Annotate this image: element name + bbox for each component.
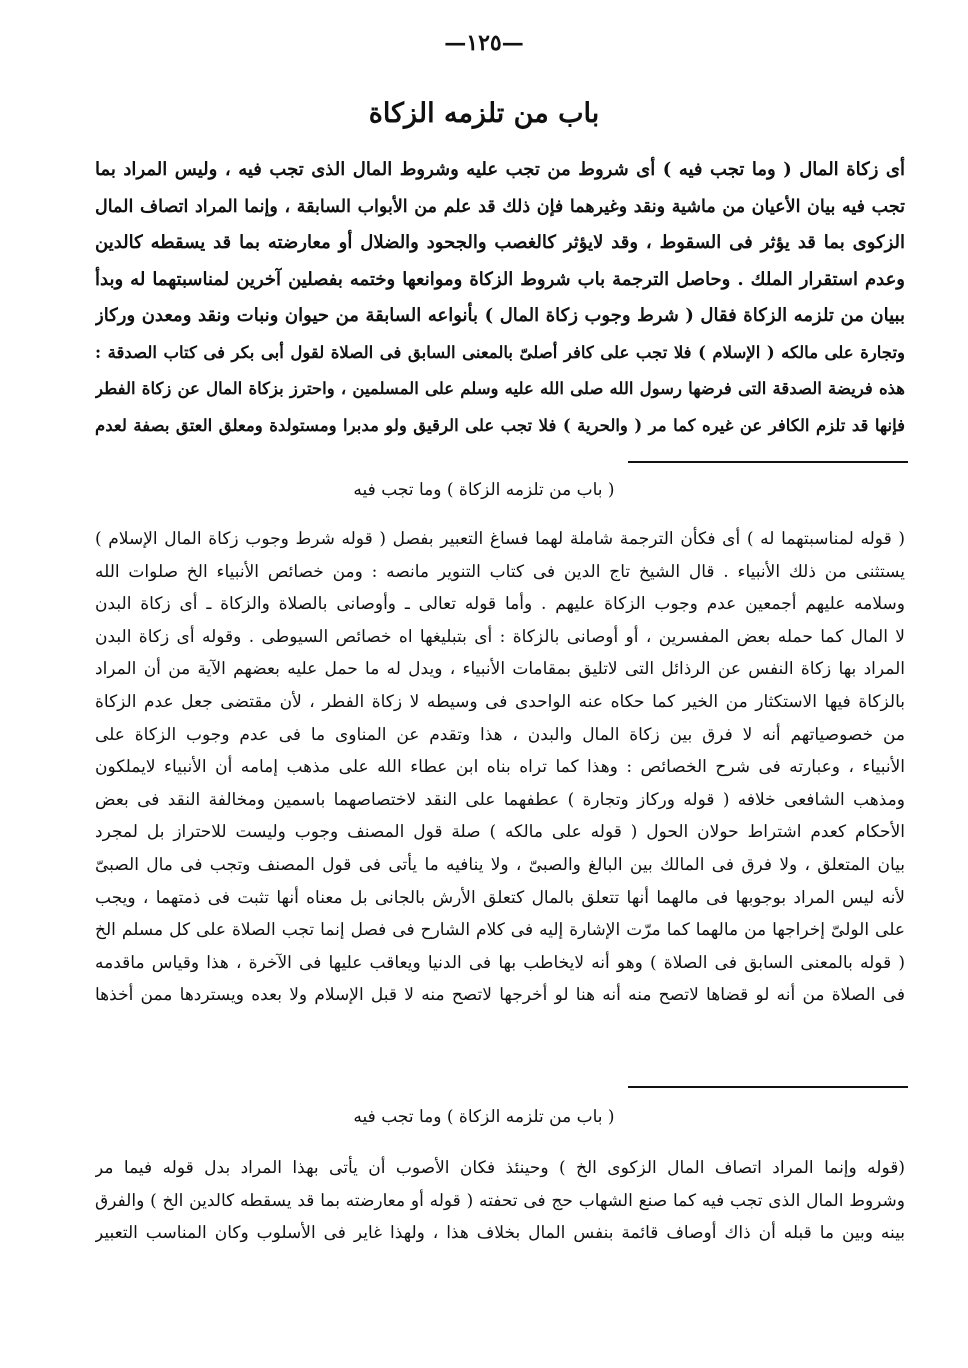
commentary-line: الأحكام كعدم اشتراط حولان الحول ( قوله على مالكه ) صلة قول المصنف وجوب وليست للاحتراز بل لمجرد xyxy=(95,822,905,843)
footnote-divider xyxy=(628,461,908,463)
commentary-text xyxy=(95,1152,905,1250)
commentary-line: الأنبياء ، وعبارته فى شرح الخصائص : وهذا كما تراه بناه ابن عطاء الله على مذهب إمامه أن الأنبياء لايملكون xyxy=(95,757,905,778)
footnote-divider xyxy=(628,1086,908,1088)
commentary-text xyxy=(95,523,905,1012)
commentary-line: ( قوله لمناسبتهما له ) أى فكأن الترجمة شاملة لهما فساغ التعبير بفصل ( قوله شرط وجوب زكاة المال الإسلام ) xyxy=(95,529,905,549)
commentary-line: فى الصلاة من أنه لو قضاها لاتصح منه أنه هنا لو أخرجها لاتصح منه لا قبل الإسلام ولا بعده ويستردها ممن أخذها xyxy=(95,985,905,1006)
text-line: تجب فيه بيان الأعيان من ماشية ونقد وغيرهما فإن ذلك قد علم من الأبواب السابقة ، وإنما المراد اتصاف المال xyxy=(95,196,905,217)
commentary-heading: ( باب من تلزمه الزكاة ) وما تجب فيه xyxy=(353,480,615,500)
commentary-line: ( قوله بالمعنى السابق فى الصلاة ) وهو أنه لايخاطب بها فى الدنيا ويعاقب عليها فى الآخرة ، هذا وقياس ماقدمه xyxy=(95,952,905,973)
text-line: فإنها قد تلزم الكافر عن غيره كما مر ( والحرية ) فلا تجب على الرقيق ولو مدبرا ومستولدة ومعلق العتق بصفة لعدم xyxy=(95,415,905,435)
main-text xyxy=(95,152,905,444)
commentary-line: وشروط المال الذى تجب فيه كما صنع الشهاب حج فى تحفته ( قوله أو معارضته بما قد يسقطه كالدين الخ ) والفرق xyxy=(95,1190,905,1211)
text-line: وتجارة على مالكه ( الإسلام ) فلا تجب على كافر أصلىّ بالمعنى السابق فى الصلاة لقول أبى بكر فى كتاب الصدقة : xyxy=(95,342,905,362)
commentary-line: بالزكاة فيها الاستكثار من الخير كما حكاه عنه الواحدى فى وسيطه لا زكاة الفطر ، لأن مقتضى جعل عدم الزكاة xyxy=(95,691,905,712)
commentary-heading: ( باب من تلزمه الزكاة ) وما تجب فيه xyxy=(353,1107,615,1127)
commentary-line: لأنه ليس المراد بوجوبها فى مالهما أنها تتعلق بالمال كتعلق الأرش بالجانى بل معناه أنها تثبت فى ذمتهما ، ويجب xyxy=(95,887,905,908)
commentary-line: ومذهب الشافعى خلافه ( قوله وركاز وتجارة ) عطفهما على النقد لاختصاصهما باسمين ومخالفة النقد فى بعض xyxy=(95,789,905,810)
commentary-line: لا المال كما حمله بعض المفسرين ، أو أوصانى بالزكاة : أى بتبليغها اه خصائص السيوطى . وقوله أى زكاة البدن xyxy=(95,626,905,647)
chapter-title: باب من تلزمه الزكاة xyxy=(368,98,600,129)
page-number: —١٢٥— xyxy=(444,30,524,56)
commentary-line: يستثنى من ذلك الأنبياء . قال الشيخ تاج الدين فى كتاب التنوير مانصه : ومن خصائص الأنبياء الخ صلوات الله xyxy=(95,561,905,582)
text-line: الزكوى بما قد يؤثر فى السقوط ، وقد لايؤثر كالغصب والجحود والضلال أو معارضته بما قد يسقطه كالدين xyxy=(95,232,905,253)
commentary-line: بيان المتعلق ، ولا فرق فى المالك بين البالغ والصبىّ ، ولا ينافيه ما يأتى فى قول المصنف وتجب فى مال الصبىّ xyxy=(95,854,905,875)
text-line: هذه فريضة الصدقة التى فرضها رسول الله صلى الله عليه وسلم على المسلمين ، واحترز بزكاة المال عن زكاة الفطر xyxy=(95,379,905,398)
text-line: وعدم استقرار الملك . وحاصل الترجمة باب شروط الزكاة وموانعها وختمه بفصلين آخرين لمناسبتهما له وبدأ xyxy=(95,268,905,290)
commentary-line: من خصوصياتهم أنه لا فرق بين زكاة المال والبدن ، هذا وتقدم عن المناوى ما فى عدم وجوب الزكاة على xyxy=(95,724,905,745)
commentary-line: بينه وبين ما قبله أن ذاك أوصاف قائمة بنفس المال بخلاف هذا ، ولهذا غاير فى الأسلوب وكان المناسب التعبير xyxy=(95,1223,905,1244)
commentary-line: (قوله وإنما المراد اتصاف المال الزكوى الخ ) وحينئذ فكان الأصوب أن يأتى بهذا المراد بدل قوله فيما مر xyxy=(95,1158,905,1178)
text-line: ببيان من تلزمه الزكاة فقال ( شرط وجوب زكاة المال ) بأنواعه السابقة من حيوان ونبات ونقد ومعدن وركاز xyxy=(95,305,905,326)
text-line: أى زكاة المال ( وما تجب فيه ) أى شروط من تجب عليه وشروط المال الذى تجب فيه ، وليس المراد بما xyxy=(95,159,905,180)
commentary-line: على الولىّ إخراجها من مالهما كما مرّت الإشارة إليه فى كلام الشارح فى فصل إنما تجب الصلاة على كل مسلم الخ xyxy=(95,920,905,941)
commentary-line: المراد بها زكاة النفس عن الرذائل التى لاتليق بمقامات الأنبياء ، ويدل له ما حمل عليه بعضهم الآية من أن المراد xyxy=(95,659,905,680)
commentary-line: وسلامه عليهم أجمعين عدم وجوب الزكاة عليهم . وأما قوله تعالى ـ وأوصانى بالصلاة والزكاة ـ أى زكاة البدن xyxy=(95,594,905,615)
